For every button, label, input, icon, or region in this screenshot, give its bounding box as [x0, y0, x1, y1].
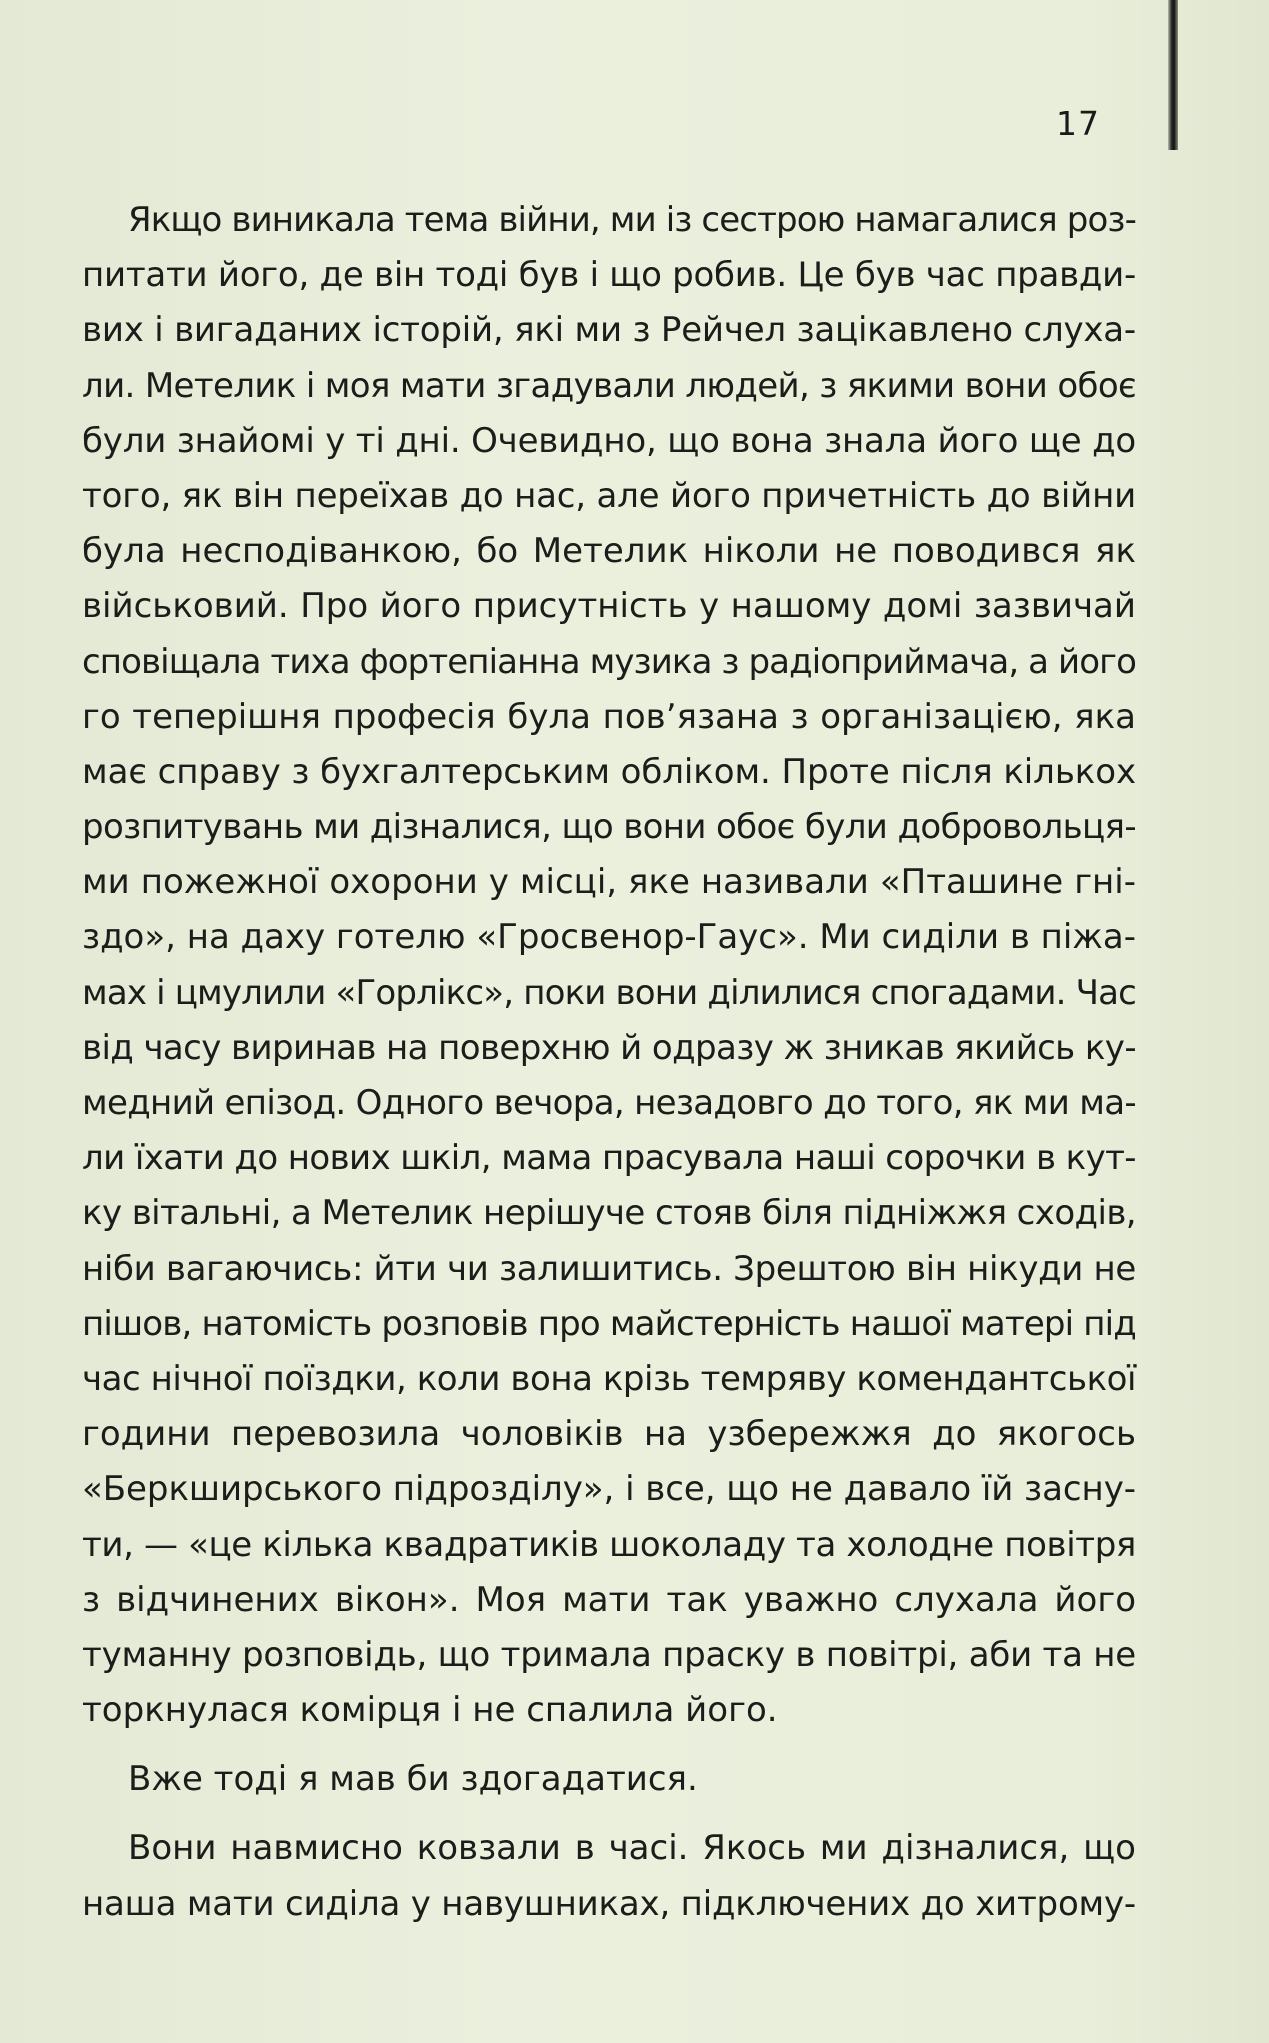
- text-line: час нічної поїздки, коли вона крізь темряву комендантської: [82, 1358, 1136, 1399]
- paragraph-gap: [82, 1738, 1136, 1752]
- text-line: вих і вигаданих історій, які ми з Рейчел зацікавлено слуха-: [82, 310, 1136, 351]
- text-line: того, як він переїхав до нас, але його причетність до війни: [82, 475, 1136, 516]
- text-line: ти, — «це кілька квадратиків шоколаду та холодне повітря: [82, 1524, 1136, 1565]
- text-line: була несподіванкою, бо Метелик ніколи не поводився як: [82, 531, 1136, 572]
- text-line: го теперішня професія була пов’язана з організацією, яка: [82, 696, 1136, 737]
- text-line: мах і цмулили «Горлікс», поки вони ділилися спогадами. Час: [82, 972, 1136, 1013]
- text-line: ли. Метелик і моя мати згадували людей, з якими вони обоє: [82, 365, 1136, 406]
- paragraph: [82, 1752, 1136, 1807]
- text-line: від часу виринав на поверхню й одразу ж зникав якийсь ку-: [82, 1027, 1136, 1068]
- text-line: ніби вагаючись: йти чи залишитись. Зрештою він нікуди не: [82, 1248, 1136, 1289]
- text-line: з відчинених вікон». Моя мати так уважно слухала його: [82, 1579, 1136, 1620]
- text-line: були знайомі у ті дні. Очевидно, що вона знала його ще до: [82, 420, 1136, 461]
- page-number: 17: [1056, 104, 1100, 143]
- text-line: Якщо виникала тема війни, ми із сестрою намагалися роз-: [128, 200, 1136, 240]
- text-line: торкнулася комірця і не спалила його.: [82, 1690, 778, 1731]
- paragraph: [82, 193, 1136, 1738]
- text-line: питати його, де він тоді був і що робив. Це був час правди-: [82, 255, 1136, 296]
- text-line: військовий. Про його присутність у нашому домі зазвичай: [82, 586, 1136, 627]
- body-text: [82, 193, 1136, 1932]
- text-line: туманну розповідь, що тримала праску в повітрі, аби та не: [82, 1634, 1136, 1675]
- paragraph-gap: [82, 1807, 1136, 1821]
- text-line: здо», на даху готелю «Гросвенор-Гаус». Ми сиділи в піжа-: [82, 917, 1136, 958]
- text-line: має справу з бухгалтерським обліком. Проте після кількох: [82, 751, 1137, 792]
- text-line: ку вітальні, а Метелик нерішуче стояв біля підніжжя сходів,: [82, 1193, 1136, 1234]
- text-line: розпитувань ми дізналися, що вони обоє були добровольця-: [82, 807, 1136, 848]
- text-line: Вже тоді я мав би здогадатися.: [128, 1759, 698, 1800]
- text-line: ми пожежної охорони у місці, яке називали «Пташине гні-: [82, 862, 1136, 903]
- paragraph: [82, 1821, 1136, 1931]
- text-line: ли їхати до нових шкіл, мама прасувала наші сорочки в кут-: [82, 1138, 1136, 1179]
- text-line: години перевозила чоловіків на узбережжя до якогось: [82, 1414, 1136, 1455]
- text-line: медний епізод. Одного вечора, незадовго до того, як ми ма-: [82, 1083, 1136, 1123]
- text-line: сповіщала тиха фортепіанна музика з радіоприймача, а його: [82, 641, 1136, 682]
- page-edge-shadow: [1168, 0, 1178, 150]
- text-line: «Беркширського підрозділу», і все, що не давало їй засну-: [82, 1469, 1136, 1510]
- text-line: наша мати сиділа у навушниках, підключених до хитрому-: [82, 1883, 1136, 1924]
- text-line: пішов, натомість розповів про майстерність нашої матері під: [82, 1303, 1136, 1344]
- text-line: Вони навмисно ковзали в часі. Якось ми дізналися, що: [128, 1828, 1136, 1869]
